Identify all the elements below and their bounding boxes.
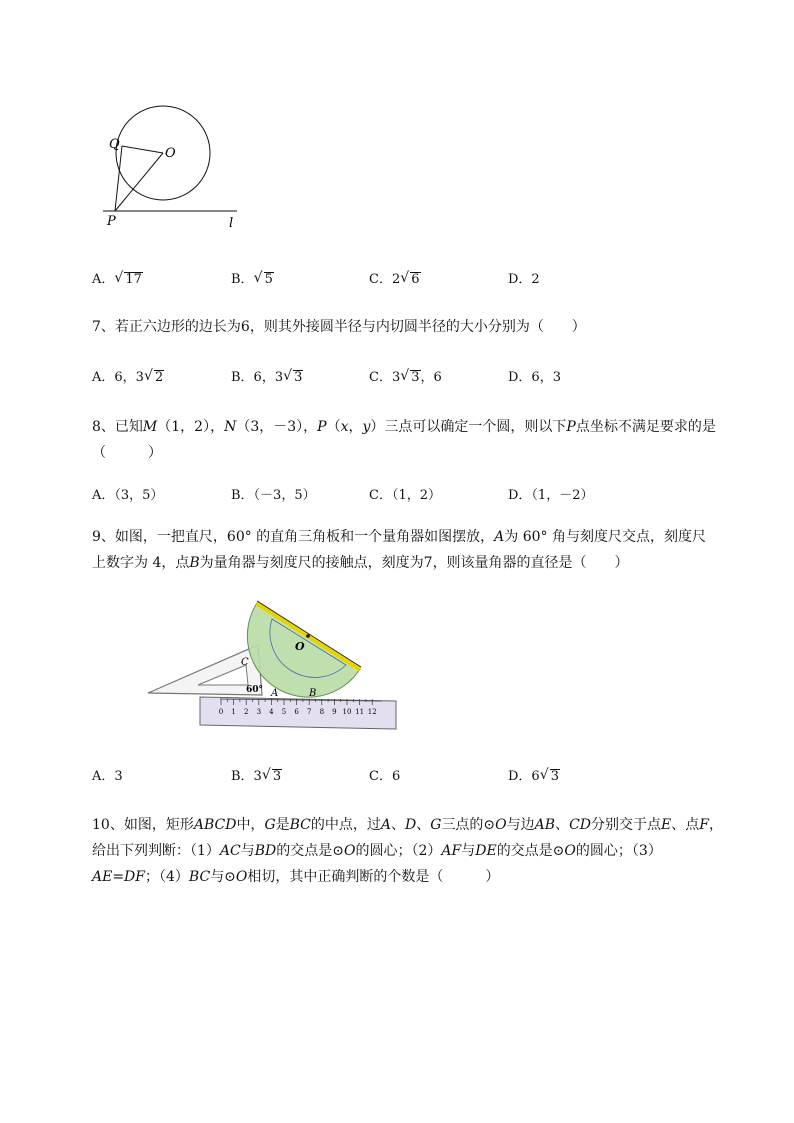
q7-options (92, 366, 692, 390)
q8-options (92, 484, 692, 508)
figure-circle-tangent (95, 95, 255, 235)
segment-qo (122, 146, 163, 153)
center-o (306, 634, 310, 638)
ruler-tick-label: 0 (218, 708, 224, 716)
q9-option-c[interactable]: C．6 (369, 769, 401, 784)
ruler-tick-label: 7 (306, 708, 312, 716)
q9-options (92, 765, 692, 789)
q7-option-d[interactable]: D．6，3 (508, 370, 561, 385)
ruler-tick-label: 10 (342, 708, 352, 716)
q6-option-a[interactable]: A．√ 17 (92, 268, 143, 287)
ruler-tick-label: 6 (294, 708, 299, 716)
ruler-tick-label: 5 (281, 708, 287, 716)
label-angle: 60° (246, 685, 264, 695)
label-q: Q (109, 137, 120, 152)
q7-option-c[interactable]: C．3√ 3，6 (369, 366, 442, 385)
label-b: B (309, 688, 317, 699)
q9-option-d[interactable]: D．6√ 3 (508, 765, 560, 784)
q7-option-a[interactable]: A．6，3√ 2 (92, 366, 164, 385)
q8-option-b[interactable]: B．（－3，5） (231, 488, 316, 503)
ruler-tick-label: 2 (243, 708, 249, 716)
q8-option-d[interactable]: D．（1，－2） (508, 488, 594, 503)
label-o: O (165, 146, 176, 161)
label-c: C (241, 657, 249, 668)
question-8: 8、已知M（1，2），N（3，－3），P（x，y）三点可以确定一个圆，则以下P点坐标不满足要求的是 （ ） (92, 419, 716, 461)
ruler-tick-label: 9 (332, 708, 337, 716)
q6-option-c[interactable]: C．2√ 6 (369, 268, 421, 287)
label-o: O (295, 640, 305, 653)
q6-options (92, 268, 692, 292)
label-p: P (107, 214, 116, 229)
label-a: A (271, 688, 279, 699)
q6-option-d[interactable]: D．2 (508, 272, 540, 287)
ruler-tick-label: 3 (256, 708, 262, 716)
question-7: 7、若正六边形的边长为6，则其外接圆半径与内切圆半径的大小分别为（ ） (92, 319, 586, 335)
q8-option-c[interactable]: C．（1，2） (369, 488, 441, 503)
figure-ruler-protractor (140, 595, 410, 735)
ruler-tick-label: 4 (269, 708, 274, 716)
q9-option-a[interactable]: A．3 (92, 769, 123, 784)
q8-option-a[interactable]: A．（3，5） (92, 488, 164, 503)
segment-po (115, 153, 163, 211)
question-9: 9、如图，一把直尺，60° 的直角三角板和一个量角器如图摆放，A为 60° 角与刻度尺交点，刻度尺 上数字为 4，点B为量角器与刻度尺的接触点，刻度为7，则该量角器的直径是（ ） (92, 529, 707, 571)
ruler-tick-label: 8 (319, 708, 325, 716)
label-l: l (229, 216, 234, 231)
ruler-tick-label: 1 (231, 708, 236, 716)
q6-option-b[interactable]: B．√ 5 (231, 268, 274, 287)
ruler-tick-label: 12 (367, 708, 377, 716)
question-10: 10、如图，矩形ABCD中，G是BC的中点，过A、D、G三点的⊙O与边AB、CD分别交于点E、点F， 给出下列判断：（1）AC与BD的交点是⊙O的圆心；（2）AF与DE的交点是⊙O的圆心；（3） AE=DF；（4）BC与⊙O相切，其中正确判断的个数是（ ） (92, 817, 723, 885)
ruler-tick-label: 11 (355, 708, 365, 716)
q9-option-b[interactable]: B．3√ 3 (231, 765, 282, 784)
q7-option-b[interactable]: B．6，3√ 3 (231, 366, 303, 385)
